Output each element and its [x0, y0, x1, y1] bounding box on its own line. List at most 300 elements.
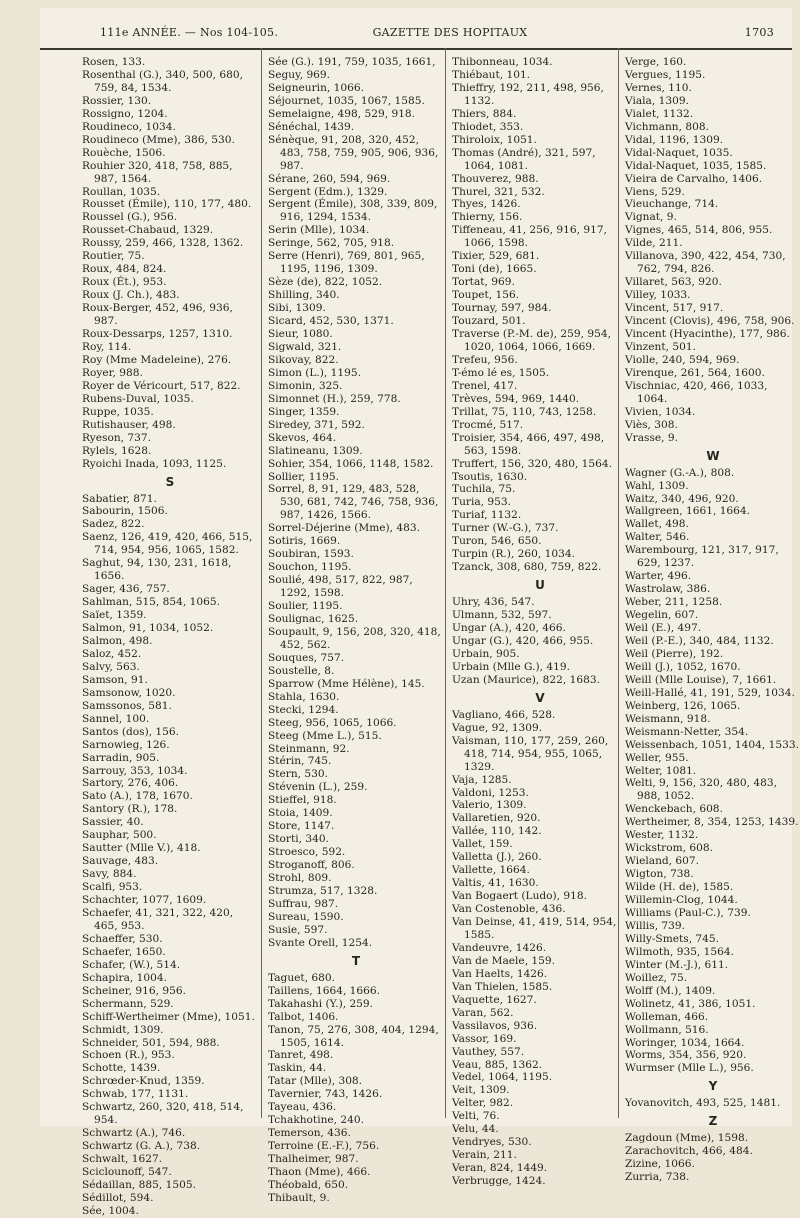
index-entry: Weismann-Netter, 354. — [625, 725, 749, 738]
index-entry: Thalheimer, 987. — [268, 1153, 359, 1166]
index-entry: Vauthey, 557. — [452, 1045, 525, 1058]
index-entry: Ungar (A.), 420, 466. — [452, 622, 566, 635]
index-entry: Waitz, 340, 496, 920. — [625, 492, 739, 505]
index-entry: Willemin-Clog, 1044. — [625, 894, 738, 907]
index-entry: Tournay, 597, 984. — [452, 302, 552, 315]
index-entry: Van Thielen, 1585. — [452, 980, 553, 993]
index-entry: Sergent (Émile), 308, 339, 809, 916, 1294, 1534. — [268, 198, 438, 224]
index-entry: Sabatier, 871. — [82, 492, 157, 505]
index-entry: Velter, 982. — [452, 1097, 514, 1110]
index-entry: Seguy, 969. — [268, 68, 331, 81]
index-entry: Tsoutis, 1630. — [452, 470, 528, 483]
index-entry: Urbain (Mlle G.), 419. — [452, 660, 570, 673]
index-entry: Yovanovitch, 493, 525, 1481. — [625, 1097, 781, 1110]
index-entry: Wilde (H. de), 1585. — [625, 881, 734, 894]
index-entry: Simonnet (H.), 259, 778. — [268, 392, 401, 405]
index-entry: Sautter (Mlle V.), 418. — [82, 842, 201, 855]
index-entry: Rossigno, 1204. — [82, 107, 168, 120]
index-entry: Tavernier, 743, 1426. — [268, 1088, 383, 1101]
index-entry: Skevos, 464. — [268, 431, 337, 444]
index-entry: Salvy, 563. — [82, 660, 140, 673]
index-entry: Williams (Paul-C.), 739. — [625, 907, 751, 919]
index-entry: Sollier, 1195. — [268, 470, 340, 483]
index-entry: Ryoichi Inada, 1093, 1125. — [82, 457, 227, 470]
index-entry: Soustelle, 8. — [268, 664, 335, 677]
index-entry: Schachter, 1077, 1609. — [82, 894, 207, 907]
index-entry: Worms, 354, 356, 920. — [625, 1049, 747, 1062]
index-entry: Weill (Mlle Louise), 7, 1661. — [625, 673, 777, 686]
index-entry: Turia, 953. — [452, 496, 511, 509]
index-entry: Saenz, 126, 419, 420, 466, 515, 714, 954, 956, 1065, 1582. — [82, 531, 253, 557]
section-letter: U — [535, 578, 545, 593]
index-entry: Taskin, 44. — [268, 1062, 327, 1075]
index-entry: Saghut, 94, 130, 231, 1618, 1656. — [82, 557, 232, 583]
index-entry: Vallette, 1664. — [452, 864, 530, 877]
index-entry: T-émo lé es, 1505. — [452, 366, 550, 379]
index-entry: Zagdoun (Mme), 1598. — [625, 1132, 749, 1145]
index-entry: Warter, 496. — [625, 570, 692, 583]
index-entry: Stecki, 1294. — [268, 703, 339, 716]
index-entry: Sarnowieg, 126. — [82, 738, 170, 751]
index-entry: Roux-Berger, 452, 496, 936, 987. — [82, 302, 233, 328]
index-entry: Rosenthal (G.), 340, 500, 680, 759, 84, 1534. — [82, 68, 243, 94]
index-entry: Weill (J.), 1052, 1670. — [625, 660, 741, 673]
index-entry: Rylels, 1628. — [82, 444, 152, 457]
index-entry: Sabourin, 1506. — [82, 505, 168, 518]
section-letter: Z — [708, 1114, 718, 1129]
index-entry: Temerson, 436. — [268, 1127, 351, 1140]
index-entry: Tanon, 75, 276, 308, 404, 1294, 1505, 1614. — [268, 1023, 439, 1049]
index-entry: Roudineco (Mme), 386, 530. — [82, 133, 235, 146]
index-entry: Saïet, 1359. — [82, 609, 147, 622]
index-entry: Vignat, 9. — [625, 211, 677, 224]
index-entry: Verge, 160. — [625, 56, 687, 68]
index-entry: Toni (de), 1665. — [452, 263, 537, 276]
index-entry: Vincent (Hyacinthe), 177, 986. — [625, 328, 790, 341]
index-entry: Vergues, 1195. — [625, 68, 706, 81]
index-entry: Veit, 1309. — [452, 1084, 510, 1097]
index-entry: Suffrau, 987. — [268, 897, 339, 910]
index-entry: Roy (Mme Madeleine), 276. — [82, 353, 232, 366]
index-entry: Weissenbach, 1051, 1404, 1533. — [625, 738, 799, 751]
index-entry: Slatineanu, 1309. — [268, 444, 363, 457]
index-entry: Wallet, 498. — [625, 518, 689, 531]
index-entry: Velu, 44. — [452, 1123, 499, 1136]
index-entry: Roux (Ét.), 953. — [82, 276, 167, 289]
index-entry: Thiodet, 353. — [452, 120, 524, 133]
index-entry: Samson, 91. — [82, 673, 148, 686]
index-entry: Turner (W.-G.), 737. — [452, 522, 559, 535]
index-entry: Store, 1147. — [268, 820, 335, 833]
index-entry: Roussy, 259, 466, 1328, 1362. — [82, 237, 244, 250]
index-entry: Royer, 988. — [82, 366, 143, 379]
index-entry: Sénéchal, 1439. — [268, 120, 355, 133]
index-entry: Schaefer, 41, 321, 322, 420, 465, 953. — [82, 907, 234, 932]
index-entry: Winter (M.-J.), 611. — [625, 958, 729, 971]
index-entry: Schneider, 501, 594, 988. — [82, 1036, 220, 1049]
index-entry: Roudineco, 1034. — [82, 120, 176, 133]
index-entry: Schwartz, 260, 320, 418, 514, 954. — [82, 1101, 244, 1127]
index-entry: Talbot, 1406. — [268, 1010, 339, 1023]
index-entry: Tzanck, 308, 680, 759, 822. — [452, 561, 602, 574]
index-entry: Trefeu, 956. — [452, 353, 518, 366]
index-entry: Valerio, 1309. — [452, 799, 527, 812]
index-entry: Vague, 92, 1309. — [452, 721, 543, 734]
index-entry: Valtis, 41, 1630. — [452, 877, 539, 890]
index-entry: Verbrugge, 1424. — [452, 1175, 546, 1188]
index-entry: Stahla, 1630. — [268, 690, 340, 703]
index-entry: Sciclounoff, 547. — [82, 1166, 172, 1179]
index-entry: Soulignac, 1625. — [268, 612, 359, 625]
index-entry: Thiroloix, 1051. — [452, 133, 537, 146]
index-entry: Sauvage, 483. — [82, 855, 159, 868]
index-entry: Valletta (J.), 260. — [452, 851, 542, 864]
index-entry: Vandeuvre, 1426. — [452, 941, 547, 954]
index-entry: Sédillot, 594. — [82, 1191, 154, 1204]
index-entry: Sassier, 40. — [82, 816, 144, 829]
index-entry: Schwartz (G. A.), 738. — [82, 1140, 201, 1153]
index-entry: Walter, 546. — [625, 531, 690, 544]
index-entry: Thierny, 156. — [452, 211, 523, 224]
index-entry: Vignes, 465, 514, 806, 955. — [625, 224, 773, 237]
index-entry: Varan, 562. — [452, 1006, 514, 1019]
index-entry: Wenckebach, 608. — [625, 803, 723, 816]
index-entry: Salmon, 91, 1034, 1052. — [82, 622, 214, 635]
index-entry: Stévenin (L.), 259. — [268, 781, 368, 794]
index-entry: Trèves, 594, 969, 1440. — [452, 392, 580, 405]
index-entry: Samsonow, 1020. — [82, 686, 176, 699]
index-entry: Vassor, 169. — [452, 1032, 517, 1045]
index-entry: Wastrolaw, 386. — [625, 583, 711, 596]
index-entry: Sager, 436, 757. — [82, 583, 170, 596]
index-entry: Traverse (P.-M. de), 259, 954, 1020, 1064, 1066, 1669. — [452, 328, 611, 353]
issue-label: 111e ANNÉE. — Nos 104-105. — [100, 26, 279, 39]
index-entry: Roux-Dessarps, 1257, 1310. — [82, 328, 233, 341]
index-entry: Souchon, 1195. — [268, 561, 352, 574]
index-entry: Thiers, 884. — [452, 107, 517, 120]
index-entry: Santory (R.), 178. — [82, 803, 178, 816]
index-entry: Thibault, 9. — [268, 1191, 330, 1204]
index-column-2 — [268, 56, 444, 1205]
index-column-1 — [82, 56, 258, 1218]
index-entry: Velti, 76. — [452, 1110, 500, 1123]
index-entry: Schwartz (A.), 746. — [82, 1127, 186, 1140]
index-entry: Vincent, 517, 917. — [625, 302, 724, 315]
index-entry: Roussel (G.), 956. — [82, 211, 178, 224]
index-entry: Turpin (R.), 260, 1034. — [452, 548, 575, 561]
index-entry: Thieffry, 192, 211, 498, 956, 1132. — [452, 81, 604, 107]
index-entry: Stern, 530. — [268, 768, 328, 781]
index-entry: Semelaigne, 498, 529, 918. — [268, 107, 416, 120]
index-entry: Veran, 824, 1449. — [452, 1162, 548, 1175]
index-entry: Santos (dos), 156. — [82, 725, 180, 738]
section-letter: V — [535, 690, 545, 705]
index-entry: Van Haelts, 1426. — [452, 967, 548, 980]
index-entry: Susie, 597. — [268, 923, 328, 936]
index-column-4 — [625, 56, 800, 1184]
index-entry: Thibonneau, 1034. — [452, 56, 553, 68]
index-entry: Schafer, (W.), 514. — [82, 958, 181, 971]
index-entry: Uzan (Maurice), 822, 1683. — [452, 673, 600, 686]
index-entry: Tchakhotine, 240. — [268, 1114, 364, 1127]
index-entry: Troisier, 354, 466, 497, 498, 563, 1598. — [452, 431, 605, 457]
index-entry: Roux, 484, 824. — [82, 263, 167, 276]
index-entry: Stieffel, 918. — [268, 794, 337, 807]
index-entry: Vallet, 159. — [452, 838, 513, 851]
index-entry: Serin (Mlle), 1034. — [268, 224, 370, 237]
index-entry: Schaeffer, 530. — [82, 932, 163, 945]
section-letter: Y — [708, 1079, 718, 1094]
index-entry: Taguet, 680. — [268, 971, 336, 984]
section-letter: S — [165, 474, 175, 489]
index-entry: Sicard, 452, 530, 1371. — [268, 315, 394, 328]
index-entry: Singer, 1359. — [268, 405, 340, 418]
index-entry: Wolff (M.), 1409. — [625, 984, 716, 997]
index-entry: Simon (L.), 1195. — [268, 366, 361, 379]
index-entry: Vidal, 1196, 1309. — [625, 133, 724, 146]
index-entry: Stérin, 745. — [268, 755, 332, 768]
index-entry: Théobald, 650. — [268, 1179, 349, 1192]
index-column-3 — [452, 56, 628, 1188]
index-entry: Rosen, 133. — [82, 56, 146, 68]
index-entry: Serre (Henri), 769, 801, 965, 1195, 1196, 1309. — [268, 250, 425, 276]
index-entry: Siredey, 371, 592. — [268, 418, 365, 431]
column-divider — [261, 48, 262, 1118]
index-entry: Wurmser (Mlle L.), 956. — [625, 1062, 754, 1075]
index-entry: Vedel, 1064, 1195. — [452, 1071, 553, 1084]
index-entry: Sartory, 276, 406. — [82, 777, 179, 790]
index-entry: Weber, 211, 1258. — [625, 596, 723, 609]
index-entry: Roullan, 1035. — [82, 185, 161, 198]
index-entry: Rossier, 130. — [82, 94, 152, 107]
index-entry: Vaja, 1285. — [452, 773, 512, 786]
index-entry: Woringer, 1034, 1664. — [625, 1036, 745, 1049]
index-entry: Sparrow (Mme Hélène), 145. — [268, 677, 425, 690]
index-entry: Sorrel, 8, 91, 129, 483, 528, 530, 681, 742, 746, 758, 936, 987, 1426, 1566. — [268, 483, 439, 522]
column-divider — [445, 48, 446, 1118]
index-entry: Seigneurin, 1066. — [268, 81, 364, 94]
index-entry: Thouverez, 988. — [452, 172, 539, 185]
index-entry: Viès, 308. — [625, 418, 678, 431]
index-entry: Wickstrom, 608. — [625, 842, 713, 855]
index-entry: Van Costenoble, 436. — [452, 903, 566, 916]
index-entry: Welter, 1081. — [625, 764, 697, 777]
index-entry: Sato (A.), 178, 1670. — [82, 790, 193, 803]
index-entry: Stroganoff, 806. — [268, 859, 355, 872]
section-letter: W — [706, 448, 720, 463]
index-entry: Trocmé, 517. — [452, 418, 524, 431]
index-entry: Sarradin, 905. — [82, 751, 160, 764]
index-entry: Strumza, 517, 1328. — [268, 885, 378, 897]
index-entry: Van Bogaert (Ludo), 918. — [452, 890, 588, 903]
index-entry: Terroine (E.-F.), 756. — [268, 1140, 380, 1153]
index-entry: Saloz, 452. — [82, 647, 142, 660]
index-entry: Stroesco, 592. — [268, 846, 346, 859]
index-entry: Takahashi (Y.), 259. — [268, 997, 374, 1010]
index-entry: Svante Orell, 1254. — [268, 936, 373, 949]
index-entry: Wertheimer, 8, 354, 1253, 1439. — [625, 816, 799, 829]
index-entry: Schwalt, 1627. — [82, 1153, 163, 1166]
index-entry: Schermann, 529. — [82, 997, 174, 1010]
index-entry: Vieira de Carvalho, 1406. — [625, 172, 763, 185]
index-entry: Tayeau, 436. — [268, 1101, 337, 1114]
index-entry: Weill-Hallé, 41, 191, 529, 1034. — [625, 686, 795, 699]
index-entry: Virenque, 261, 564, 1600. — [625, 366, 765, 379]
index-page — [40, 8, 799, 1217]
index-entry: Wahl, 1309. — [625, 479, 689, 492]
index-entry: Thaon (Mme), 466. — [268, 1166, 371, 1179]
index-entry: Sèze (de), 822, 1052. — [268, 276, 383, 289]
index-entry: Vialet, 1132. — [625, 107, 694, 120]
index-entry: Villaret, 563, 920. — [625, 276, 722, 289]
index-entry: Sorrel-Déjerine (Mme), 483. — [268, 522, 420, 535]
index-entry: Thurel, 321, 532. — [452, 185, 545, 198]
index-entry: Weil (Pierre), 192. — [625, 647, 724, 660]
index-entry: Thyes, 1426. — [452, 198, 521, 211]
index-entry: Sieur, 1080. — [268, 328, 333, 341]
index-entry: Ulmann, 532, 597. — [452, 609, 552, 622]
index-entry: Wolinetz, 41, 386, 1051. — [625, 997, 756, 1010]
index-entry: Vaquette, 1627. — [452, 993, 537, 1006]
index-entry: Schoen (R.), 953. — [82, 1049, 175, 1062]
index-entry: Uhry, 436, 547. — [452, 596, 535, 609]
index-entry: Vidal-Naquet, 1035. — [625, 146, 733, 159]
index-entry: Weinberg, 126, 1065. — [625, 699, 741, 712]
index-entry: Sibi, 1309. — [268, 302, 326, 315]
index-entry: Vallaretien, 920. — [452, 812, 541, 825]
index-entry: Wagner (G.-A.), 808. — [625, 466, 735, 479]
index-entry: Rouèche, 1506. — [82, 146, 166, 159]
index-entry: Zurria, 738. — [625, 1171, 690, 1184]
index-entry: Soulié, 498, 517, 822, 987, 1292, 1598. — [268, 574, 413, 600]
index-entry: Toupet, 156. — [452, 289, 520, 302]
index-entry: Trillat, 75, 110, 743, 1258. — [452, 405, 597, 418]
index-entry: Royer de Véricourt, 517, 822. — [82, 379, 241, 392]
index-entry: Sée, 1004. — [82, 1204, 139, 1217]
index-entry: Sérane, 260, 594, 969. — [268, 172, 391, 185]
index-entry: Samssonos, 581. — [82, 699, 172, 712]
index-entry: Sannel, 100. — [82, 712, 150, 725]
index-entry: Sarrouy, 353, 1034. — [82, 764, 188, 777]
index-entry: Schrœder-Knud, 1359. — [82, 1075, 205, 1088]
index-entry: Rubens-Duval, 1035. — [82, 392, 194, 405]
index-entry: Vischniac, 420, 466, 1033, 1064. — [625, 379, 768, 405]
index-entry: Sédaillan, 885, 1505. — [82, 1179, 196, 1192]
index-entry: Weller, 955. — [625, 751, 689, 764]
index-entry: Scheiner, 916, 956. — [82, 984, 186, 997]
index-entry: Viala, 1309. — [625, 94, 689, 107]
index-entry: Woillez, 75. — [625, 971, 688, 984]
index-entry: Scalfi, 953. — [82, 881, 143, 894]
index-entry: Vichmann, 808. — [625, 120, 709, 133]
index-entry: Vieuchange, 714. — [625, 198, 719, 211]
section-letter: T — [351, 953, 361, 968]
index-entry: Wieland, 607. — [625, 855, 699, 868]
index-entry: Vidal-Naquet, 1035, 1585. — [625, 159, 767, 172]
index-entry: Van Deinse, 41, 419, 514, 954, 1585. — [452, 916, 617, 941]
index-entry: Truffert, 156, 320, 480, 1564. — [452, 457, 612, 470]
index-entry: Schmidt, 1309. — [82, 1023, 164, 1036]
index-entry: Sadez, 822. — [82, 518, 145, 531]
index-entry: Strohl, 809. — [268, 872, 332, 885]
index-entry: Soupault, 9, 156, 208, 320, 418, 452, 562. — [268, 625, 441, 651]
index-entry: Ryeson, 737. — [82, 431, 152, 444]
index-entry: Weil (P.-E.), 340, 484, 1132. — [625, 634, 774, 647]
index-entry: Villey, 1033. — [625, 289, 691, 302]
index-entry: Verain, 211. — [452, 1149, 517, 1162]
index-entry: Vaisman, 110, 177, 259, 260, 418, 714, 954, 955, 1065, 1329. — [452, 734, 609, 773]
index-entry: Turiaf, 1132. — [452, 509, 522, 522]
index-entry: Schotte, 1439. — [82, 1062, 161, 1075]
index-entry: Wegelin, 607. — [625, 609, 699, 622]
index-entry: Sohier, 354, 1066, 1148, 1582. — [268, 457, 434, 470]
index-entry: Vivien, 1034. — [625, 405, 696, 418]
index-entry: Sikovay, 822. — [268, 353, 339, 366]
index-entry: Rousset (Émile), 110, 177, 480. — [82, 198, 252, 211]
index-entry: Van de Maele, 159. — [452, 954, 556, 967]
index-entry: Zarachovitch, 466, 484. — [625, 1145, 753, 1158]
index-entry: Steeg, 956, 1065, 1066. — [268, 716, 397, 729]
index-entry: Vrasse, 9. — [625, 431, 679, 444]
index-entry: Vilde, 211. — [625, 237, 683, 250]
index-entry: Sauphar, 500. — [82, 829, 157, 842]
page-number: 1703 — [744, 26, 774, 39]
page-header — [40, 14, 792, 50]
index-entry: Villanova, 390, 422, 454, 730, 762, 794, 826. — [625, 250, 786, 276]
index-entry: Violle, 240, 594, 969. — [625, 353, 740, 366]
index-entry: Wallgreen, 1661, 1664. — [625, 505, 751, 518]
index-entry: Taillens, 1664, 1666. — [268, 984, 381, 997]
journal-title: GAZETTE DES HOPITAUX — [372, 26, 528, 39]
index-entry: Sahlman, 515, 854, 1065. — [82, 596, 220, 609]
index-entry: Veau, 885, 1362. — [452, 1058, 543, 1071]
index-entry: Thomas (André), 321, 597, 1064, 1081. — [452, 146, 596, 172]
index-entry: Schapira, 1004. — [82, 971, 167, 984]
index-entry: Wilmoth, 935, 1564. — [625, 945, 734, 958]
index-entry: Steeg (Mme L.), 515. — [268, 729, 382, 742]
index-entry: Vendryes, 530. — [452, 1136, 532, 1149]
index-entry: Weil (E.), 497. — [625, 622, 702, 635]
index-entry: Roy, 114. — [82, 340, 132, 353]
index-entry: Sigwald, 321. — [268, 340, 342, 353]
index-entry: Sénèque, 91, 208, 320, 452, 483, 758, 759, 905, 906, 936, 987. — [268, 133, 439, 172]
index-entry: Sée (G.). 191, 759, 1035, 1661, — [268, 56, 436, 68]
index-entry: Tuchila, 75. — [452, 483, 516, 496]
index-entry: Wollmann, 516. — [625, 1023, 709, 1036]
index-entry: Tiffeneau, 41, 256, 916, 917, 1066, 1598. — [452, 224, 607, 250]
index-entry: Welti, 9, 156, 320, 480, 483, 988, 1052. — [625, 777, 777, 803]
index-entry: Sotiris, 1669. — [268, 535, 341, 548]
index-entry: Ruppe, 1035. — [82, 405, 154, 418]
index-entry: Tanret, 498. — [268, 1049, 334, 1062]
index-entry: Zizine, 1066. — [625, 1158, 695, 1171]
index-entry: Warembourg, 121, 317, 917, 629, 1237. — [625, 544, 779, 570]
index-entry: Soubiran, 1593. — [268, 548, 354, 561]
index-entry: Savy, 884. — [82, 868, 137, 881]
index-entry: Vincent (Clovis), 496, 758, 906. — [625, 315, 795, 328]
index-entry: Wigton, 738. — [625, 868, 694, 881]
index-entry: Thiébaut, 101. — [452, 68, 531, 81]
index-entry: Salmon, 498. — [82, 634, 153, 647]
index-entry: Valdoni, 1253. — [452, 786, 529, 799]
index-entry: Weismann, 918. — [625, 712, 711, 725]
index-entry: Rouhier 320, 418, 758, 885, 987, 1564. — [82, 159, 233, 185]
index-entry: Tortat, 969. — [452, 276, 515, 289]
index-entry: Tatar (Mlle), 308. — [268, 1075, 363, 1088]
index-entry: Tixier, 529, 681. — [452, 250, 540, 263]
index-entry: Wester, 1132. — [625, 829, 699, 842]
index-entry: Stoia, 1409. — [268, 807, 333, 820]
